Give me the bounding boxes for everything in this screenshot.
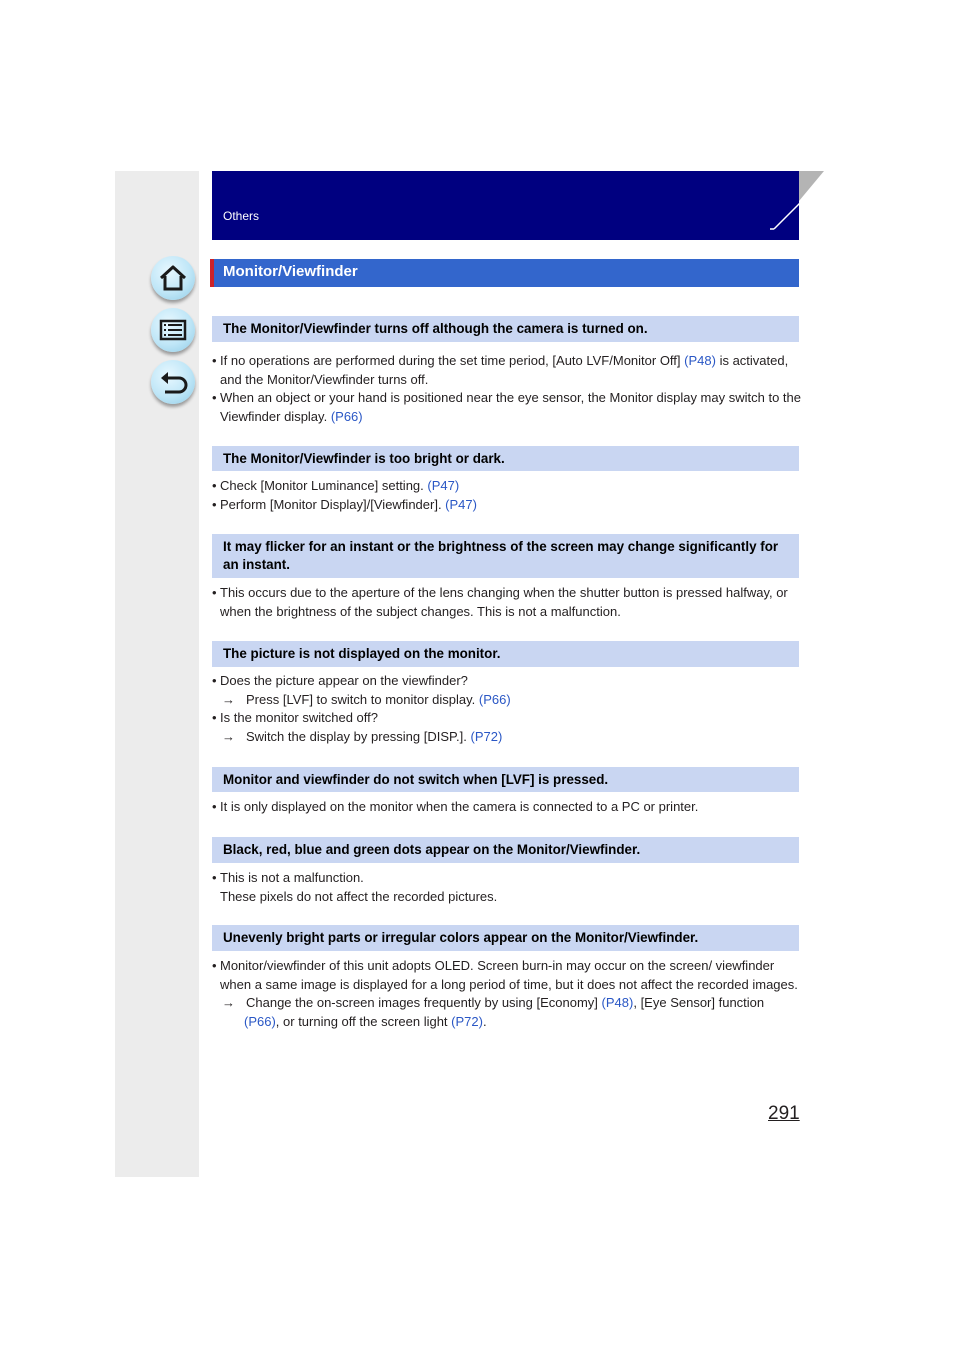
page-link[interactable]: (P66)	[330, 408, 363, 424]
page-link[interactable]: (P48)	[601, 995, 634, 1011]
answer-block	[212, 869, 802, 906]
page-link[interactable]: (P66)	[244, 1013, 276, 1029]
menu-icon	[157, 314, 189, 346]
header-banner	[212, 171, 799, 240]
question-heading: Black, red, blue and green dots appear on the Monitor/Viewfinder.	[212, 837, 799, 863]
page-title-text: Monitor/Viewfinder	[223, 263, 358, 280]
list-item: • Perform [Monitor Display]/[Viewfinder]. (P47)	[212, 496, 477, 512]
answer-text: These pixels do not affect the recorded pictures.	[220, 888, 498, 904]
answer-text: This is not a malfunction.	[220, 870, 364, 885]
page-link[interactable]: (P72)	[470, 728, 503, 744]
home-button[interactable]	[151, 256, 195, 300]
section-label: Others	[223, 209, 260, 223]
answer-block	[212, 584, 802, 621]
question-heading: Unevenly bright parts or irregular colors appear on the Monitor/Viewfinder.	[212, 925, 799, 951]
question-heading: Monitor and viewfinder do not switch when [LVF] is pressed.	[212, 767, 799, 792]
arrow-icon: →	[222, 728, 235, 744]
page-link[interactable]: (P48)	[684, 353, 716, 368]
menu-button[interactable]	[151, 308, 195, 352]
question-heading: The Monitor/Viewfinder turns off although the camera is turned on.	[212, 316, 799, 342]
answer-block	[212, 798, 802, 817]
list-item: • If no operations are performed during the set time period, [Auto LVF/Monitor Off] (P48) is activated, and the Monitor/Viewfinder turns off.	[212, 353, 789, 387]
answer-text: Does the picture appear on the viewfinder?	[220, 673, 468, 688]
list-item: • This is not a malfunction.	[212, 870, 364, 885]
list-item	[212, 994, 802, 1031]
page-corner	[770, 171, 824, 240]
answer-text: is activated, and the Monitor/Viewfinder turns off.	[220, 353, 789, 387]
answer-block	[212, 672, 802, 746]
answer-text: It is only displayed on the monitor when the camera is connected to a PC or printer.	[220, 799, 699, 814]
page-number: 291	[768, 1103, 800, 1124]
arrow-icon: →	[222, 691, 235, 707]
back-button[interactable]	[151, 360, 195, 404]
answer-text: .	[482, 1013, 487, 1029]
answer-block	[212, 352, 802, 426]
page-link[interactable]: (P66)	[478, 691, 511, 707]
answer-text: Switch the display by pressing [DISP.].	[246, 728, 471, 744]
back-icon	[157, 366, 189, 398]
page-title	[210, 259, 799, 287]
list-item: • Is the monitor switched off?	[212, 710, 379, 726]
answer-text: This occurs due to the aperture of the lens changing when the shutter button is pressed halfway, or when the brightness of the subject changes. This is not a malfunction.	[220, 585, 788, 619]
list-item: • When an object or your hand is positioned near the eye sensor, the Monitor display may switch to the Viewfinder display. (P66)	[212, 390, 801, 424]
answer-text: , [Eye Sensor] function	[633, 995, 765, 1011]
list-item: • Monitor/viewfinder of this unit adopts OLED. Screen burn-in may occur on the screen/ viewfinder when a same image is displayed for a long period of time, but it does not affect the recorded images.	[212, 958, 798, 992]
answer-text: If no operations are performed during the set time period, [Auto LVF/Monitor Off]	[220, 353, 685, 368]
answer-text: Monitor/viewfinder of this unit adopts OLED. Screen burn-in may occur on the screen/ viewfinder when a same image is displayed for a long period of time, but it does not affect the recorded images.	[220, 958, 798, 992]
list-item: • It is only displayed on the monitor when the camera is connected to a PC or printer.	[212, 799, 699, 814]
list-item	[212, 728, 802, 747]
list-item: • This occurs due to the aperture of the lens changing when the shutter button is pressed halfway, or when the brightness of the subject changes. This is not a malfunction.	[212, 585, 788, 619]
answer-block	[212, 957, 802, 1031]
list-item: • Check [Monitor Luminance] setting. (P47)	[212, 478, 460, 493]
answer-text: , or turning off the screen light	[275, 1013, 452, 1029]
question-heading: It may flicker for an instant or the brightness of the screen may change significantly for an instant.	[212, 534, 799, 578]
answer-text: Change the on-screen images frequently by using [Economy]	[246, 995, 602, 1011]
page-link[interactable]: (P47)	[427, 478, 460, 493]
page-link[interactable]: (P72)	[451, 1013, 483, 1029]
arrow-icon: →	[222, 995, 235, 1011]
answer-text: Check [Monitor Luminance] setting.	[220, 478, 428, 493]
answer-text: Perform [Monitor Display]/[Viewfinder].	[220, 496, 446, 512]
answer-text: Is the monitor switched off?	[220, 710, 379, 726]
answer-block	[212, 477, 802, 514]
list-item: • Does the picture appear on the viewfinder?	[212, 673, 468, 688]
page-link[interactable]: (P47)	[445, 496, 477, 512]
home-icon	[157, 262, 189, 294]
answer-text: When an object or your hand is positioned near the eye sensor, the Monitor display may switch to the Viewfinder display.	[220, 390, 801, 424]
question-heading: The picture is not displayed on the monitor.	[212, 641, 799, 667]
list-item	[212, 691, 802, 710]
question-heading: The Monitor/Viewfinder is too bright or dark.	[212, 446, 799, 471]
answer-text: Press [LVF] to switch to monitor display.	[246, 691, 479, 707]
